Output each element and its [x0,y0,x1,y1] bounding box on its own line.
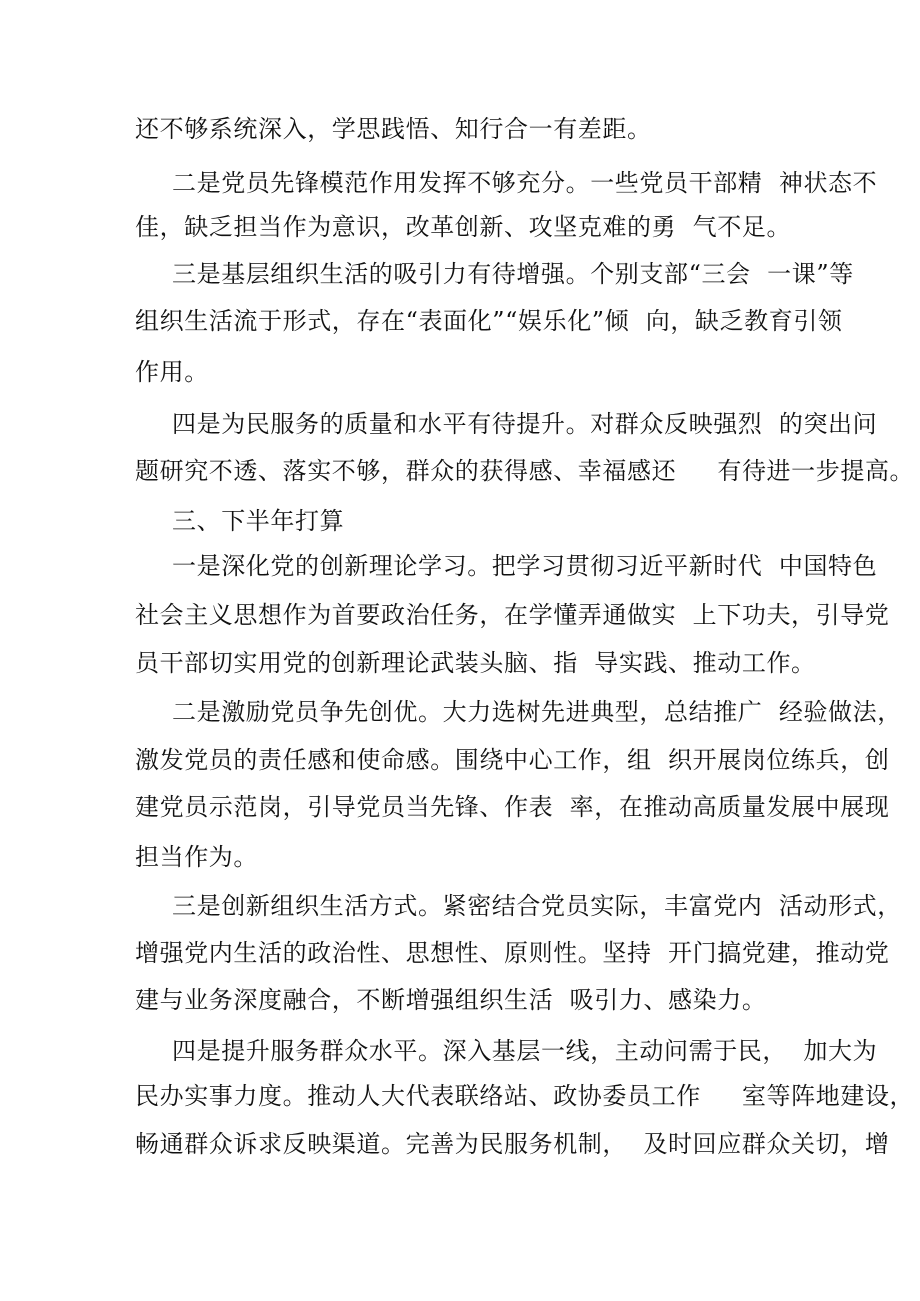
text-line: 二是激励党员争先创优。大力选树先进典型，总结推广 经验做法， [172,698,902,726]
text-line: 题研究不透、落实不够，群众的获得感、幸福感还 有待进一步提高。 [135,457,915,485]
text-line: 民办实事力度。推动人大代表联络站、政协委员工作 室等阵地建设， [135,1082,915,1110]
text-line: 社会主义思想作为首要政治任务，在学懂弄通做实 上下功夫，引导党 [135,601,890,629]
text-line: 四是提升服务群众水平。深入基层一线，主动问需于民， 加大为 [172,1037,878,1065]
text-line: 担当作为。 [135,843,258,871]
text-line: 员干部切实用党的创新理论武装头脑、指 导实践、推动工作。 [135,649,816,677]
text-line: 二是党员先锋模范作用发挥不够充分。一些党员干部精 神状态不 [172,169,878,197]
text-line: 三是基层组织生活的吸引力有待增强。个别支部“三会 一课”等 [172,260,854,288]
text-line: 佳，缺乏担当作为意识，改革创新、攻坚克难的勇 气不足。 [135,213,792,241]
text-line: 四是为民服务的质量和水平有待提升。对群众反映强烈 的突出问 [172,410,878,438]
text-line: 三是创新组织生活方式。紧密结合党员实际，丰富党内 活动形式， [172,892,902,920]
text-line: 作用。 [135,358,209,386]
section-heading: 三、下半年打算 [172,507,345,535]
text-line: 畅通群众诉求反映渠道。完善为民服务机制， 及时回应群众关切，增 [135,1130,890,1158]
text-line: 还不够系统深入，学思践悟、知行合一有差距。 [135,115,652,143]
text-line: 建与业务深度融合，不断增强组织生活 吸引力、感染力。 [135,986,767,1014]
text-line: 增强党内生活的政治性、思想性、原则性。坚持 开门搞党建，推动党 [135,939,890,967]
text-line: 建党员示范岗，引导党员当先锋、作表 率，在推动高质量发展中展现 [135,793,890,821]
text-line: 组织生活流于形式，存在“表面化”“娱乐化”倾 向，缺乏教育引领 [135,307,843,335]
text-line: 激发党员的责任感和使命感。围绕中心工作，组 织开展岗位练兵，创 [135,746,890,774]
text-line: 一是深化党的创新理论学习。把学习贯彻习近平新时代 中国特色 [172,552,878,580]
